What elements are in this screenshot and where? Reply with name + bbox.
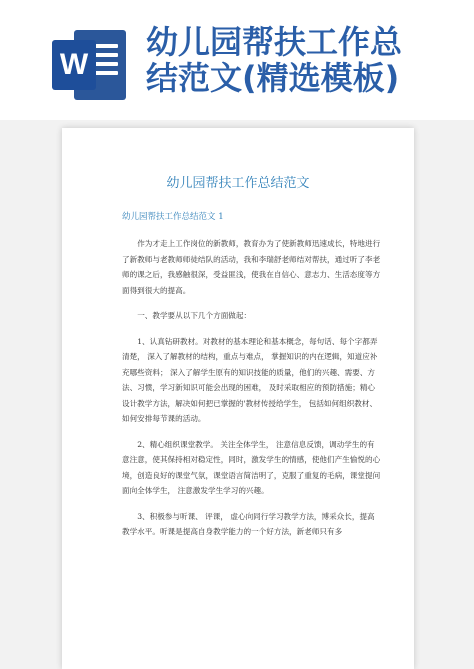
document-body: [122, 236, 382, 550]
paragraph-2: 一、教学要从以下几个方面做起：: [137, 311, 252, 320]
word-icon-badge: W: [52, 40, 96, 90]
banner-title-line-2: 结范文(精选模板): [146, 59, 400, 97]
banner-title: [146, 24, 466, 96]
document-title: 幼儿园帮扶工作总结范文: [166, 176, 310, 191]
banner: [0, 0, 474, 120]
paragraph-4: 2、精心组织课堂教学。 关注全体学生， 注意信息反馈，调动学生的有意注意，使其保持相对稳定性，同时，激发学生的情感，使他们产生愉悦的心境，创造良好的课堂气氛，课堂语言简洁明了，克服了重复的毛病，课堂提问面向全体学生， 注意激发学生学习的兴趣。: [122, 439, 381, 495]
paragraph-5: 3、积极参与听课、 评课， 虚心向同行学习教学方法，博采众长，提高教学水平。听课是提高自身教学能力的一个好方法，新老师只有多: [122, 511, 375, 536]
banner-title-line-1: 幼儿园帮扶工作总: [146, 23, 403, 61]
document-subheading: 幼儿园帮扶工作总结范文 1: [122, 212, 224, 222]
document-page: [62, 128, 414, 669]
word-icon: [52, 30, 126, 100]
paragraph-3: 1、认真钻研教材。对教材的基本理论和基本概念，每句话、每个字都弄清楚， 深入了解教材的结构，重点与难点， 掌握知识的内在逻辑，知道应补充哪些资料； 深入了解学生原有的知识技能的质量，他们的兴趣、需要、方法、习惯，学习新知识可能会出现的困难， 及时采取相应的预防措施；精心设计教学方法，解决如何把已掌握的'教材传授给学生， 包括如何组织教材、如何安排每节课的活动。: [122, 336, 378, 423]
paragraph-1: 作为才走上工作岗位的新教师，教育办为了使新教师迅速成长，特地进行了新教师与老教师师徒结队的活动，我和李瑞舒老师结对帮扶，通过听了李老师的课之后，我感触很深，受益匪浅，使我在自信心、意志力、生活态度等方面得到很大的提高。: [122, 239, 381, 295]
